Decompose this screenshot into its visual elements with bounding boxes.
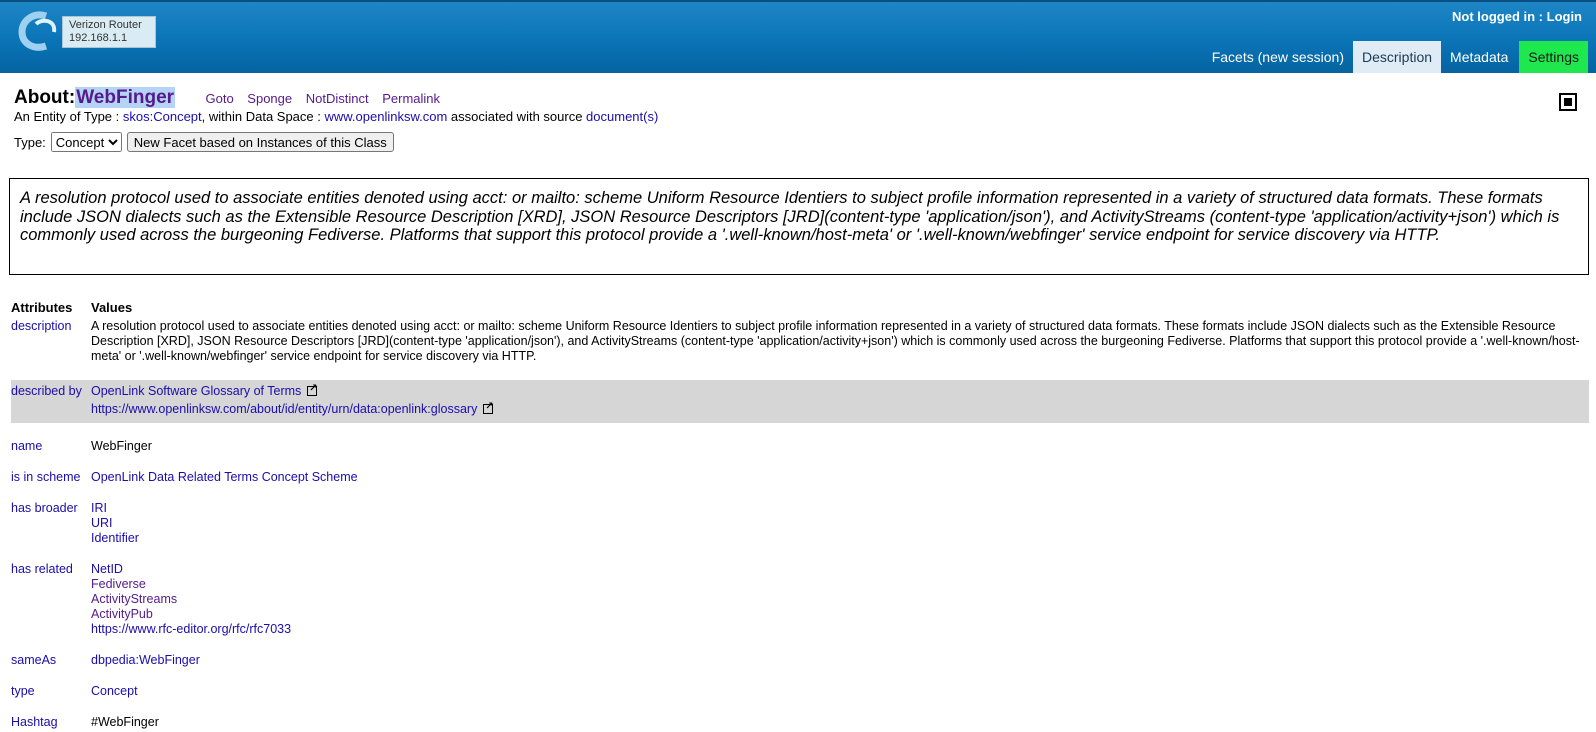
external-link-icon[interactable]	[483, 404, 493, 414]
tab-description[interactable]: Description	[1353, 41, 1441, 73]
broader-identifier-link[interactable]: Identifier	[91, 531, 139, 545]
sameas-value-link[interactable]: dbpedia:WebFinger	[91, 653, 200, 667]
description-value: A resolution protocol used to associate entities denoted using acct: or mailto: scheme Uniform Resource Identiers to subject profile information represented in a variety of structured data formats. These formats include JSON dialects such as the Extensible Resource Description [XRD], JSON Resource Descriptors [JRD](content-type 'application/json'), and ActivityStreams (content-type 'application/activity+json') which is commonly used across the burgeoning Fediverse. Platforms that support this protocol provide a '.well-known/host-meta' or '.well-known/webfinger' service endpoint for service discovery via HTTP.	[91, 319, 1580, 363]
within-text: , within Data Space :	[201, 109, 325, 124]
external-link-icon[interactable]	[307, 386, 317, 396]
associated-text: associated with source	[447, 109, 587, 124]
about-prefix: About:	[14, 87, 76, 108]
related-attr-link[interactable]: has related	[11, 562, 73, 576]
source-link[interactable]: document(s)	[586, 109, 659, 124]
tab-metadata[interactable]: Metadata	[1450, 49, 1509, 65]
sameas-attr-link[interactable]: sameAs	[11, 653, 57, 667]
header-tabs	[1203, 41, 1588, 73]
sponge-link[interactable]: Sponge	[247, 91, 293, 106]
related-fediverse-link[interactable]: Fediverse	[91, 577, 146, 591]
router-tooltip	[62, 16, 156, 48]
entity-type-line	[14, 109, 658, 124]
scheme-attr-link[interactable]: is in scheme	[11, 470, 81, 484]
table-row	[11, 684, 1589, 699]
type-selector-row	[14, 132, 394, 152]
type-value-link[interactable]: Concept	[91, 684, 138, 698]
tooltip-ip: 192.168.1.1	[69, 32, 128, 44]
attributes-header: Attributes	[11, 300, 73, 315]
type-select[interactable]	[51, 132, 122, 152]
login-link[interactable]: Not logged in : Login	[1452, 9, 1582, 24]
related-netid-link[interactable]: NetID	[91, 562, 123, 576]
table-row	[11, 380, 1589, 423]
tab-settings[interactable]: Settings	[1519, 41, 1588, 73]
described-by-attr-link[interactable]: described by	[11, 384, 82, 398]
hashtag-value: #WebFinger	[91, 715, 159, 729]
values-header: Values	[91, 300, 133, 315]
entity-type-link[interactable]: skos:Concept	[122, 109, 202, 124]
table-row	[11, 562, 1589, 637]
description-box: A resolution protocol used to associate entities denoted using acct: or mailto: scheme Uniform Resource Identiers to subject profile information represented in a variety of structured data formats. These formats include JSON dialects such as the Extensible Resource Description [XRD], JSON Resource Descriptors [JRD](content-type 'application/json'), and ActivityStreams (content-type 'application/activity+json') which is commonly used across the burgeoning Fediverse. Platforms that support this protocol provide a '.well-known/host-meta' or '.well-known/webfinger' service endpoint for service discovery via HTTP.	[9, 178, 1589, 275]
about-heading	[14, 87, 450, 109]
about-entity-link[interactable]: WebFinger	[76, 87, 175, 108]
description-attr-link[interactable]: description	[11, 319, 72, 333]
entity-type-prefix: An Entity of Type :	[14, 109, 123, 124]
new-facet-button[interactable]: New Facet based on Instances of this Class	[127, 132, 394, 152]
scheme-value-link[interactable]: OpenLink Data Related Terms Concept Scheme	[91, 470, 358, 484]
goto-link[interactable]: Goto	[205, 91, 234, 106]
table-row	[11, 470, 1589, 485]
broader-iri-link[interactable]: IRI	[91, 501, 107, 515]
glossary-url-link[interactable]: https://www.openlinksw.com/about/id/entity/urn/data:openlink:glossary	[91, 402, 478, 416]
table-row	[11, 319, 1589, 364]
table-header	[11, 300, 1589, 315]
about-links	[205, 91, 450, 106]
name-attr-link[interactable]: name	[11, 439, 43, 453]
type-label: Type:	[14, 134, 46, 150]
data-space-link[interactable]: www.openlinksw.com	[324, 109, 448, 124]
name-value: WebFinger	[91, 439, 152, 453]
table-row	[11, 715, 1589, 730]
type-attr-link[interactable]: type	[11, 684, 35, 698]
site-header	[0, 0, 1596, 73]
broader-uri-link[interactable]: URI	[91, 516, 113, 530]
related-activitypub-link[interactable]: ActivityPub	[91, 607, 153, 621]
table-row	[11, 653, 1589, 668]
related-rfc-link[interactable]: https://www.rfc-editor.org/rfc/rfc7033	[91, 622, 292, 636]
table-row	[11, 439, 1589, 454]
hashtag-attr-link[interactable]: Hashtag	[11, 715, 58, 729]
attributes-table	[11, 300, 1589, 730]
openlink-logo-icon[interactable]	[16, 10, 60, 52]
notdistinct-link[interactable]: NotDistinct	[305, 91, 369, 106]
table-row	[11, 501, 1589, 546]
qr-code-icon[interactable]	[1559, 93, 1577, 111]
broader-attr-link[interactable]: has broader	[11, 501, 78, 515]
tab-facets[interactable]: Facets (new session)	[1211, 49, 1344, 65]
tooltip-title: Verizon Router	[69, 19, 142, 31]
permalink-link[interactable]: Permalink	[382, 91, 441, 106]
glossary-link[interactable]: OpenLink Software Glossary of Terms	[91, 384, 302, 398]
related-activitystreams-link[interactable]: ActivityStreams	[91, 592, 178, 606]
